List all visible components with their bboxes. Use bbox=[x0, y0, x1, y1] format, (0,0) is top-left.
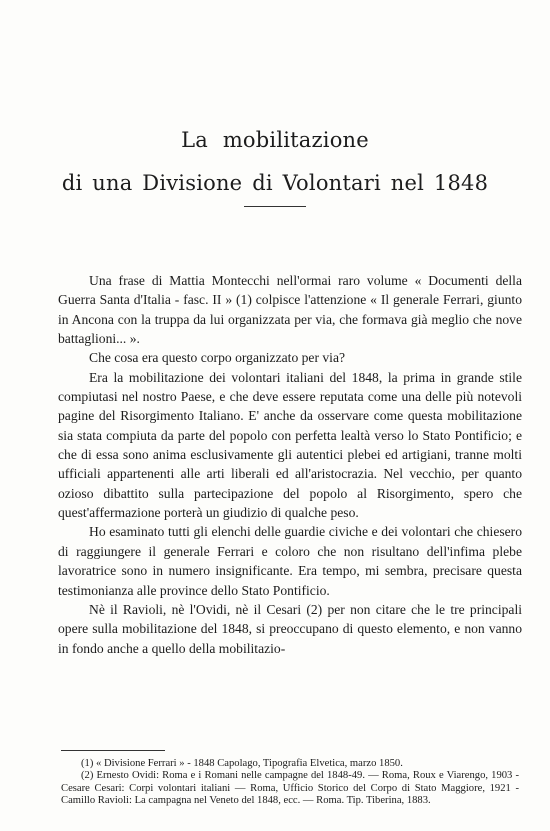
paragraph-1: Una frase di Mattia Montecchi nell'ormai raro volume « Documenti della Guerra Santa d'Italia - fasc. II » (1) colpisce l'attenzione « Il generale Ferrari, giunto in Ancona con la truppa da lui organizzata per via, che formava già meglio che nove battaglioni... ». bbox=[58, 273, 522, 347]
title-divider bbox=[244, 206, 306, 207]
paragraph-4: Ho esaminato tutti gli elenchi delle guardie civiche e dei volontari che chiesero di raggiungere il generale Ferrari e coloro che non risultano dell'infima plebe lavoratrice sono in numero insignificante. Era tempo, mi sembra, precisare questa testimonianza alle province dello Stato Pontificio. bbox=[58, 524, 522, 598]
article-title-line-1: La mobilitazione bbox=[181, 128, 369, 152]
article-body bbox=[58, 271, 522, 658]
footnotes bbox=[61, 758, 519, 807]
footnote-divider bbox=[61, 750, 165, 751]
paragraph-2: Che cosa era questo corpo organizzato per via? bbox=[89, 350, 346, 366]
article-title-line-2: di una Divisione di Volontari nel 1848 bbox=[61, 171, 489, 195]
footnote-2: (2) Ernesto Ovidi: Roma e i Romani nelle campagne del 1848-49. — Roma, Roux e Viarengo, 1903 - Cesare Cesari: Corpi volontari italiani — Roma, Ufficio Storico del Corpo di Stato Maggiore, 1921 - Camillo Ravioli: La campagna nel Veneto del 1848, ecc. — Roma. Tip. Tiberina, 1883. bbox=[61, 770, 519, 806]
paragraph-3: Era la mobilitazione dei volontari italiani del 1848, la prima in grande stile compiutasi nel nostro Paese, e che deve essere reputata come una delle più notevoli pagine del Risorgimento Italiano. E' anche da osservare come questa mobilitazione sia stata compiuta da parte del popolo con perfetta lealtà verso lo Stato Pontificio; e che di essa sono anima esclusivamente gli autentici plebei ed artigiani, tranne molti ufficiali appartenenti alle arti liberali ed all'aristocrazia. Nel vecchio, per quanto ozioso dibattito sulla partecipazione del popolo al Risorgimento, spero che quest'affermazione porterà un giudizio di qualche peso. bbox=[58, 369, 522, 521]
paragraph-5: Nè il Ravioli, nè l'Ovidi, nè il Cesari (2) per non citare che le tre principali opere sulla mobilitazione del 1848, si preoccupano di questo elemento, e non vanno in fondo anche a quello della mobilitazio- bbox=[58, 601, 522, 656]
footnote-1: (1) « Divisione Ferrari » - 1848 Capolago, Tipografia Elvetica, marzo 1850. bbox=[81, 758, 403, 769]
